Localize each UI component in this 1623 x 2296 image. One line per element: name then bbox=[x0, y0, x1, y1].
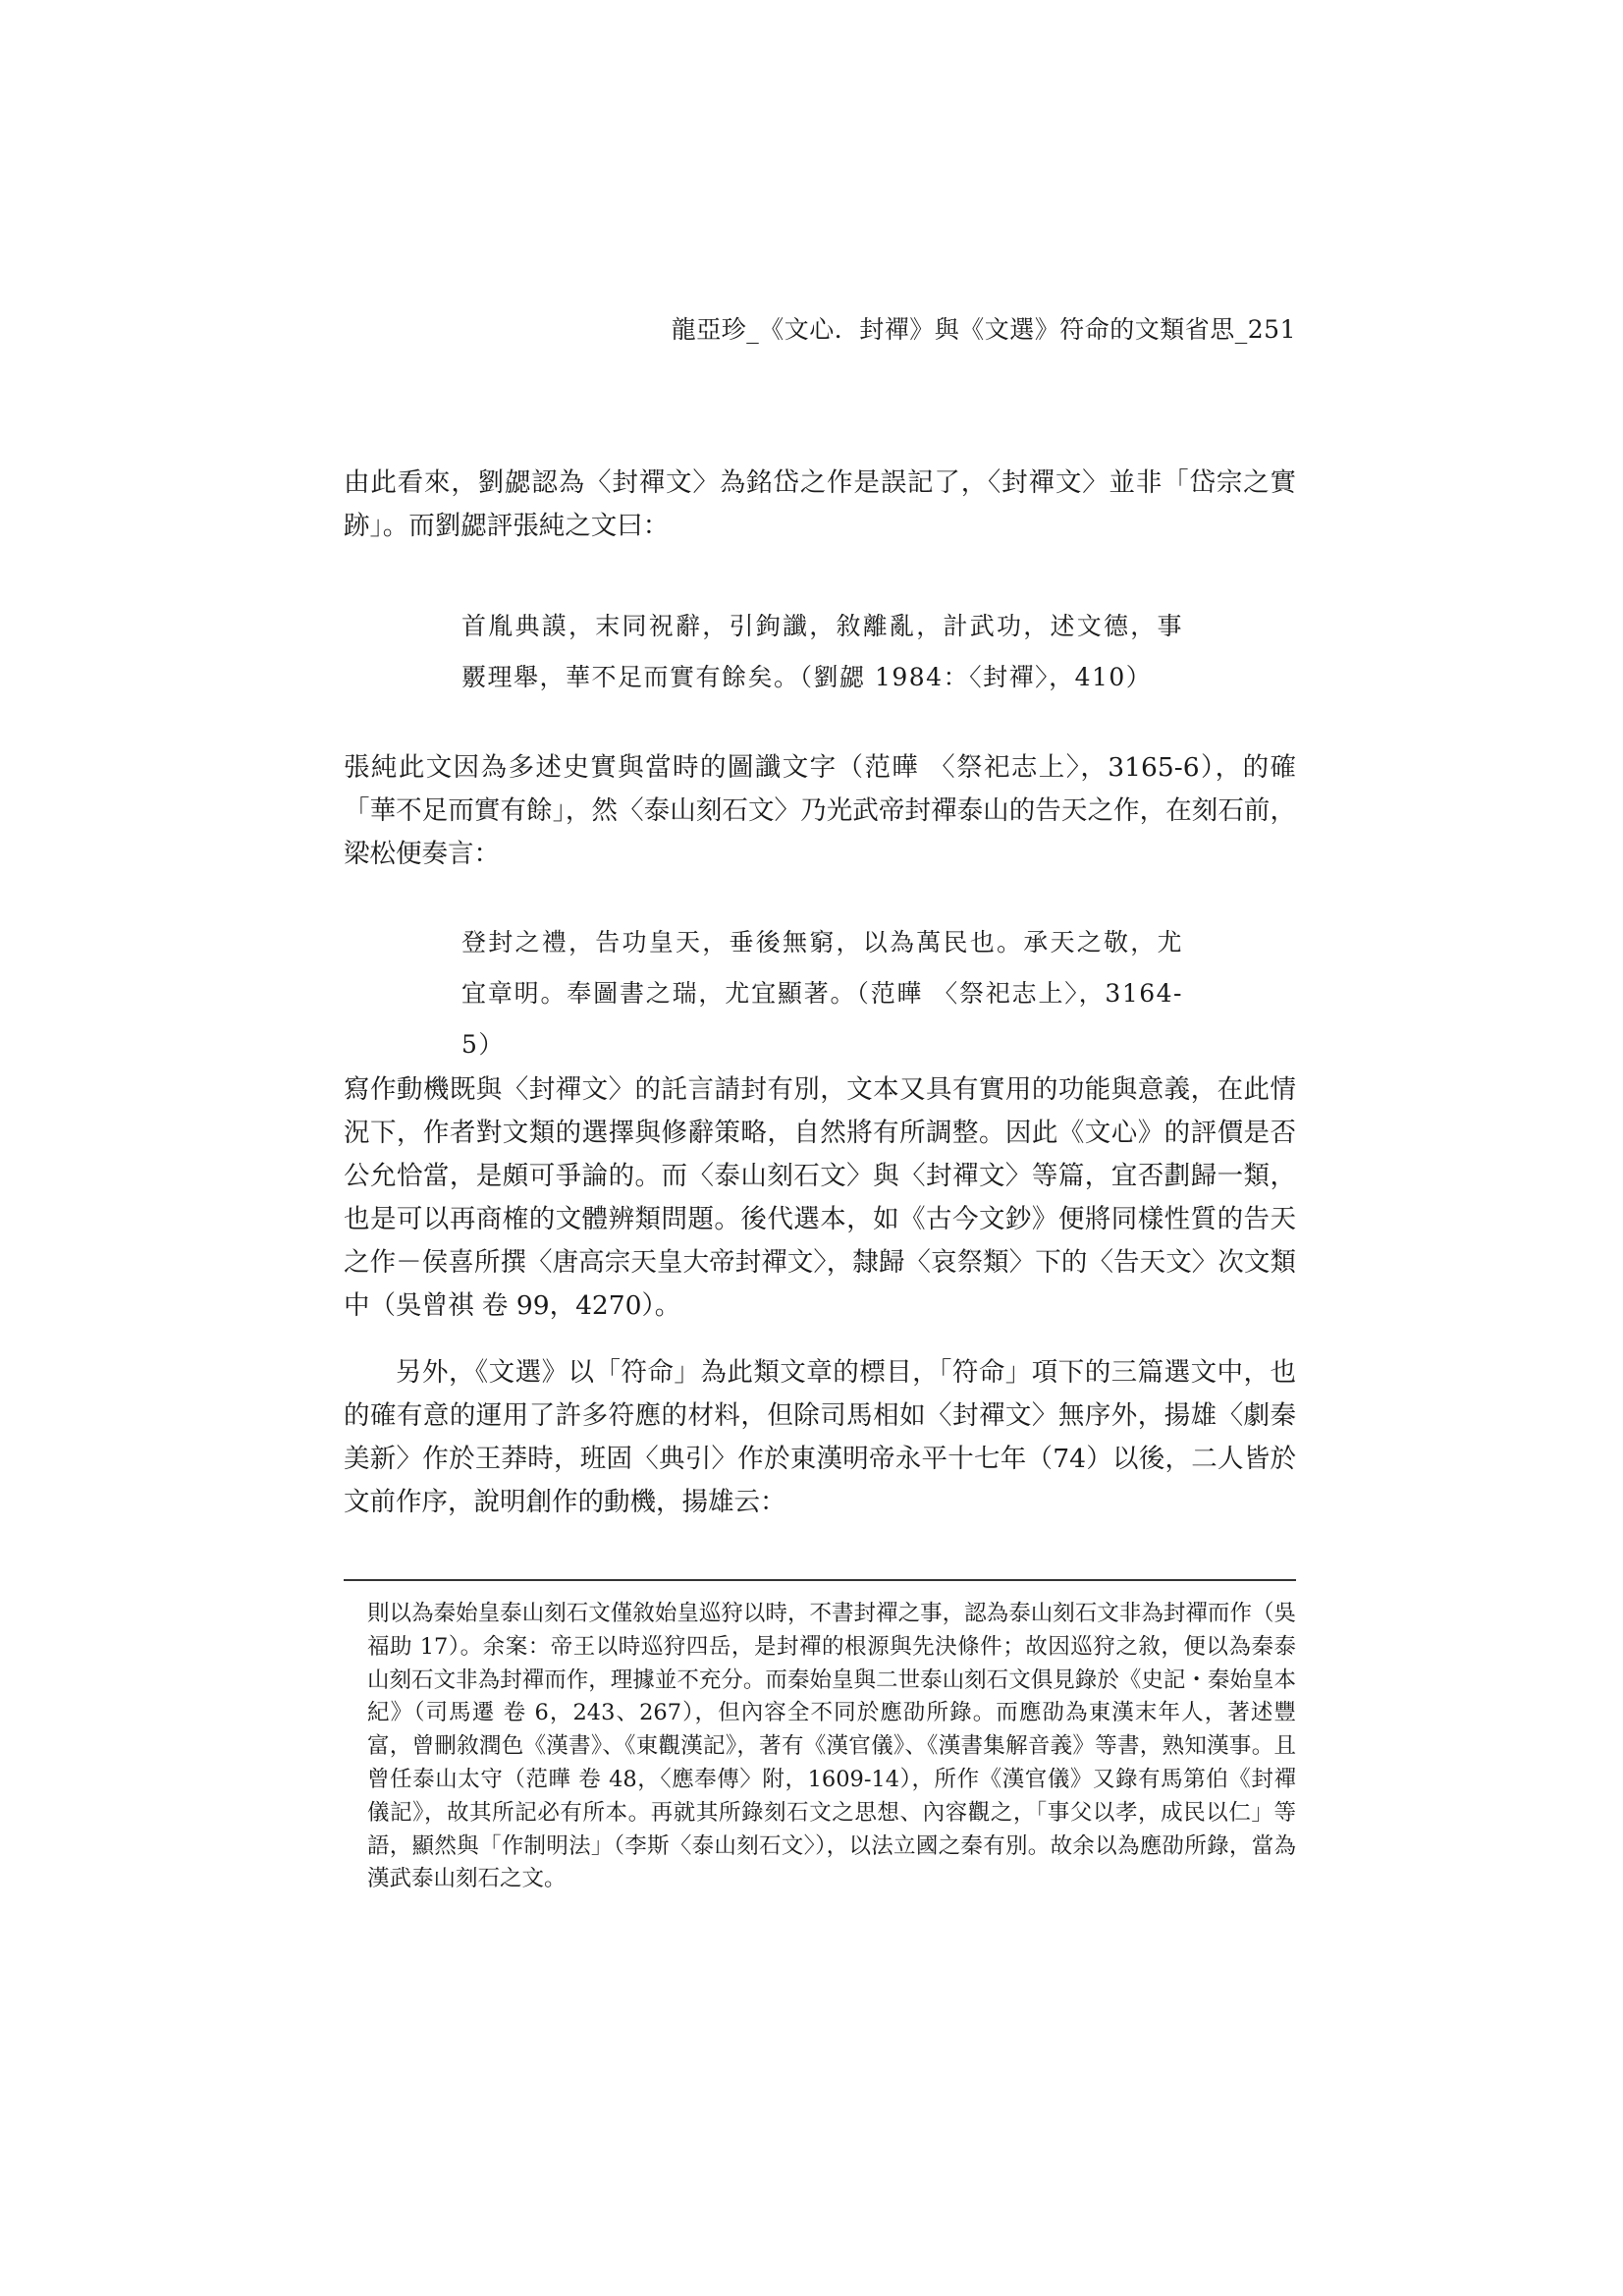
body-paragraph-1: 由此看來，劉勰認為〈封禪文〉為銘岱之作是誤記了，〈封禪文〉並非「岱宗之實跡」。而劉勰評張純之文曰： bbox=[344, 467, 1296, 541]
footnote: 則以為秦始皇泰山刻石文僅敘始皇巡狩以時，不書封禪之事，認為泰山刻石文非為封禪而作（吳福助 17）。余案：帝王以時巡狩四岳，是封禪的根源與先決條件；故因巡狩之敘，便以為秦泰山刻石文非為封禪而作，理據並不充分。而秦始皇與二世泰山刻石文俱見錄於《史記・秦始皇本紀》（司馬遷 卷 6，243、267），但內容全不同於應劭所錄。而應劭為東漢末年人，著述豐富，曾刪敘潤色《漢書》、《東觀漢記》，著有《漢官儀》、《漢書集解音義》等書，熟知漢事。且曾任泰山太守（范曄 卷 48，〈應奉傳〉附，1609-14），所作《漢官儀》又錄有馬第伯《封禪儀記》，故其所記必有所本。再就其所錄刻石文之思想、內容觀之，「事父以孝，成民以仁」等語，顯然與「作制明法」（李斯〈泰山刻石文〉），以法立國之秦有別。故余以為應劭所錄，當為漢武泰山刻石之文。 bbox=[367, 1601, 1296, 1892]
running-header: 龍亞珍_《文心．封禪》與《文選》符命的文類省思_251 bbox=[671, 315, 1296, 344]
body-paragraph-4: 另外，《文選》以「符命」為此類文章的標目，「符命」項下的三篇選文中，也的確有意的運用了許多符應的材料，但除司馬相如〈封禪文〉無序外，揚雄〈劇秦美新〉作於王莽時，班固〈典引〉作於東漢明帝永平十七年（74）以後，二人皆於文前作序，說明創作的動機，揚雄云： bbox=[344, 1357, 1296, 1517]
body-paragraph-3: 寫作動機既與〈封禪文〉的託言請封有別，文本又具有實用的功能與意義，在此情況下，作者對文類的選擇與修辭策略，自然將有所調整。因此《文心》的評價是否公允恰當，是頗可爭論的。而〈泰山刻石文〉與〈封禪文〉等篇，宜否劃歸一類，也是可以再商榷的文體辨類問題。後代選本，如《古今文鈔》便將同樣性質的告天之作－侯喜所撰〈唐高宗天皇大帝封禪文〉，隸歸〈哀祭類〉下的〈告天文〉次文類中（吳曾祺 卷 99，4270）。 bbox=[344, 1074, 1296, 1321]
block-quote-1: 首胤典謨，末同祝辭，引鉤讖，敘離亂，計武功，述文德，事覈理舉，華不足而實有餘矣。（劉勰 1984：〈封禪〉，410） bbox=[461, 612, 1183, 691]
page bbox=[344, 0, 1296, 2296]
body-paragraph-2: 張純此文因為多述史實與當時的圖讖文字（范曄 〈祭祀志上〉，3165-6），的確「華不足而實有餘」，然〈泰山刻石文〉乃光武帝封禪泰山的告天之作，在刻石前，梁松便奏言： bbox=[344, 752, 1296, 869]
footnote-divider bbox=[344, 1579, 1296, 1581]
block-quote-2: 登封之禮，告功皇天，垂後無窮，以為萬民也。承天之敬，尤宜章明。奉圖書之瑞，尤宜顯著。（范曄 〈祭祀志上〉，3164-5） bbox=[461, 928, 1183, 1059]
